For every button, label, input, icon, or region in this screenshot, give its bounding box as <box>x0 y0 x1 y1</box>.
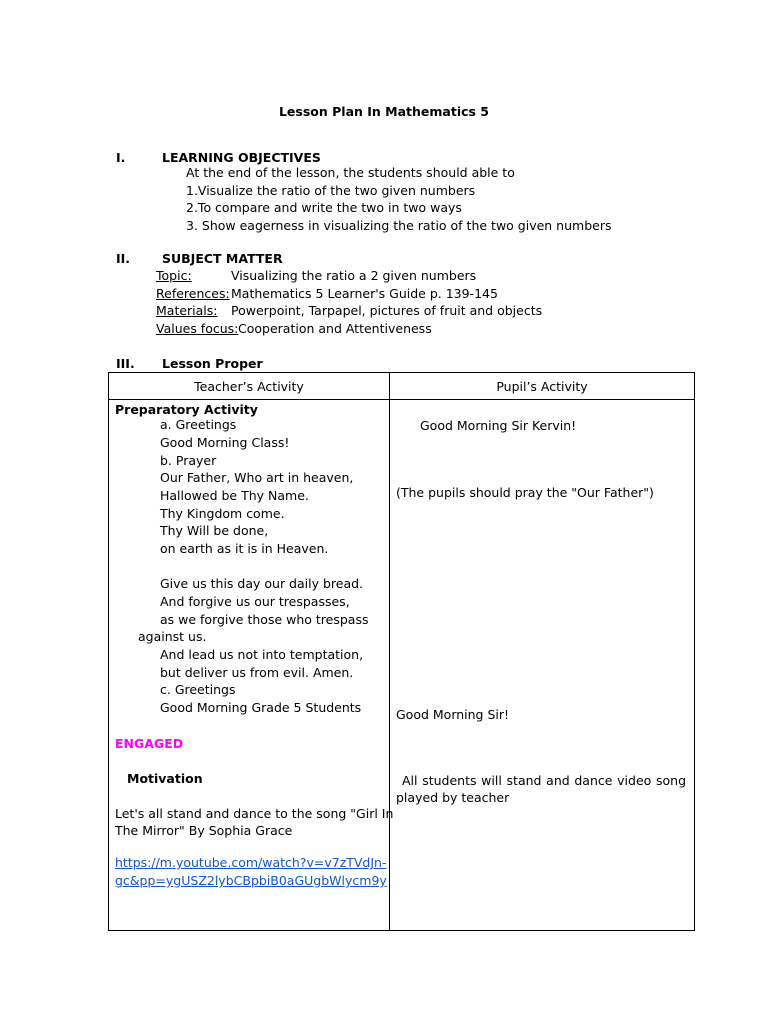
teacher-line: And forgive us our trespasses, <box>160 594 350 609</box>
song-video-link[interactable]: gc&pp=ygUSZ2lybCBpbiB0aGUgbWlycm9y <box>115 873 387 888</box>
teacher-line: c. Greetings <box>160 682 236 697</box>
engaged-heading: ENGAGED <box>115 736 184 751</box>
teacher-line: Thy Will be done, <box>160 523 269 538</box>
objective-item: 2.To compare and write the two in two ways <box>186 200 462 215</box>
teacher-line: Hallowed be Thy Name. <box>160 488 309 503</box>
pupil-motivation-response: All students will stand and dance video song played by teacher <box>396 773 686 805</box>
pupil-activity-header: Pupil’s Activity <box>390 373 695 400</box>
teacher-line: on earth as it is in Heaven. <box>160 541 329 556</box>
values-focus-label: Values focus: <box>156 321 239 336</box>
materials-label: Materials: <box>156 303 218 318</box>
references-label: References: <box>156 286 230 301</box>
teacher-activity-header: Teacher’s Activity <box>109 373 390 400</box>
teacher-line: Thy Kingdom come. <box>160 506 285 521</box>
teacher-line: a. Greetings <box>160 417 237 432</box>
motivation-text: Let's all stand and dance to the song "Girl In <box>115 806 394 821</box>
teacher-line: Good Morning Grade 5 Students <box>160 700 362 715</box>
page-title: Lesson Plan In Mathematics 5 <box>278 104 490 119</box>
lesson-table <box>108 372 695 931</box>
objectives-intro: At the end of the lesson, the students should able to <box>186 165 515 180</box>
section-2-heading: SUBJECT MATTER <box>162 251 283 266</box>
teacher-line: as we forgive those who trespass <box>160 612 369 627</box>
teacher-activity-cell <box>109 400 394 931</box>
objective-item: 1.Visualize the ratio of the two given numbers <box>186 183 476 198</box>
teacher-line: b. Prayer <box>160 453 217 468</box>
motivation-text: The Mirror" By Sophia Grace <box>115 823 293 838</box>
pupil-greeting-2: Good Morning Sir! <box>396 707 510 722</box>
references-value: Mathematics 5 Learner's Guide p. 139-145 <box>231 286 498 301</box>
values-focus-value: Cooperation and Attentiveness <box>238 321 432 336</box>
materials-value: Powerpoint, Tarpapel, pictures of fruit and objects <box>231 303 543 318</box>
teacher-line: Good Morning Class! <box>160 435 290 450</box>
teacher-line: Our Father, Who art in heaven, <box>160 470 354 485</box>
teacher-line: Give us this day our daily bread. <box>160 576 364 591</box>
teacher-line: against us. <box>138 629 207 644</box>
section-3-heading: Lesson Proper <box>162 356 263 371</box>
pupil-greeting: Good Morning Sir Kervin! <box>420 418 577 433</box>
section-1-heading: LEARNING OBJECTIVES <box>162 150 321 165</box>
motivation-heading: Motivation <box>127 771 203 786</box>
topic-value: Visualizing the ratio a 2 given numbers <box>231 268 477 283</box>
song-video-link[interactable]: https://m.youtube.com/watch?v=v7zTVdJn- <box>115 855 387 870</box>
topic-label: Topic: <box>156 268 192 283</box>
objective-item: 3. Show eagerness in visualizing the ratio of the two given numbers <box>186 218 612 233</box>
teacher-line: but deliver us from evil. Amen. <box>160 665 354 680</box>
preparatory-activity-heading: Preparatory Activity <box>115 402 258 417</box>
section-2-number: II. <box>116 251 131 266</box>
pupil-prayer: (The pupils should pray the "Our Father") <box>396 485 654 500</box>
pupil-activity-cell <box>390 400 695 931</box>
section-1-number: I. <box>116 150 126 165</box>
teacher-line: And lead us not into temptation, <box>160 647 364 662</box>
section-3-number: III. <box>116 356 135 371</box>
